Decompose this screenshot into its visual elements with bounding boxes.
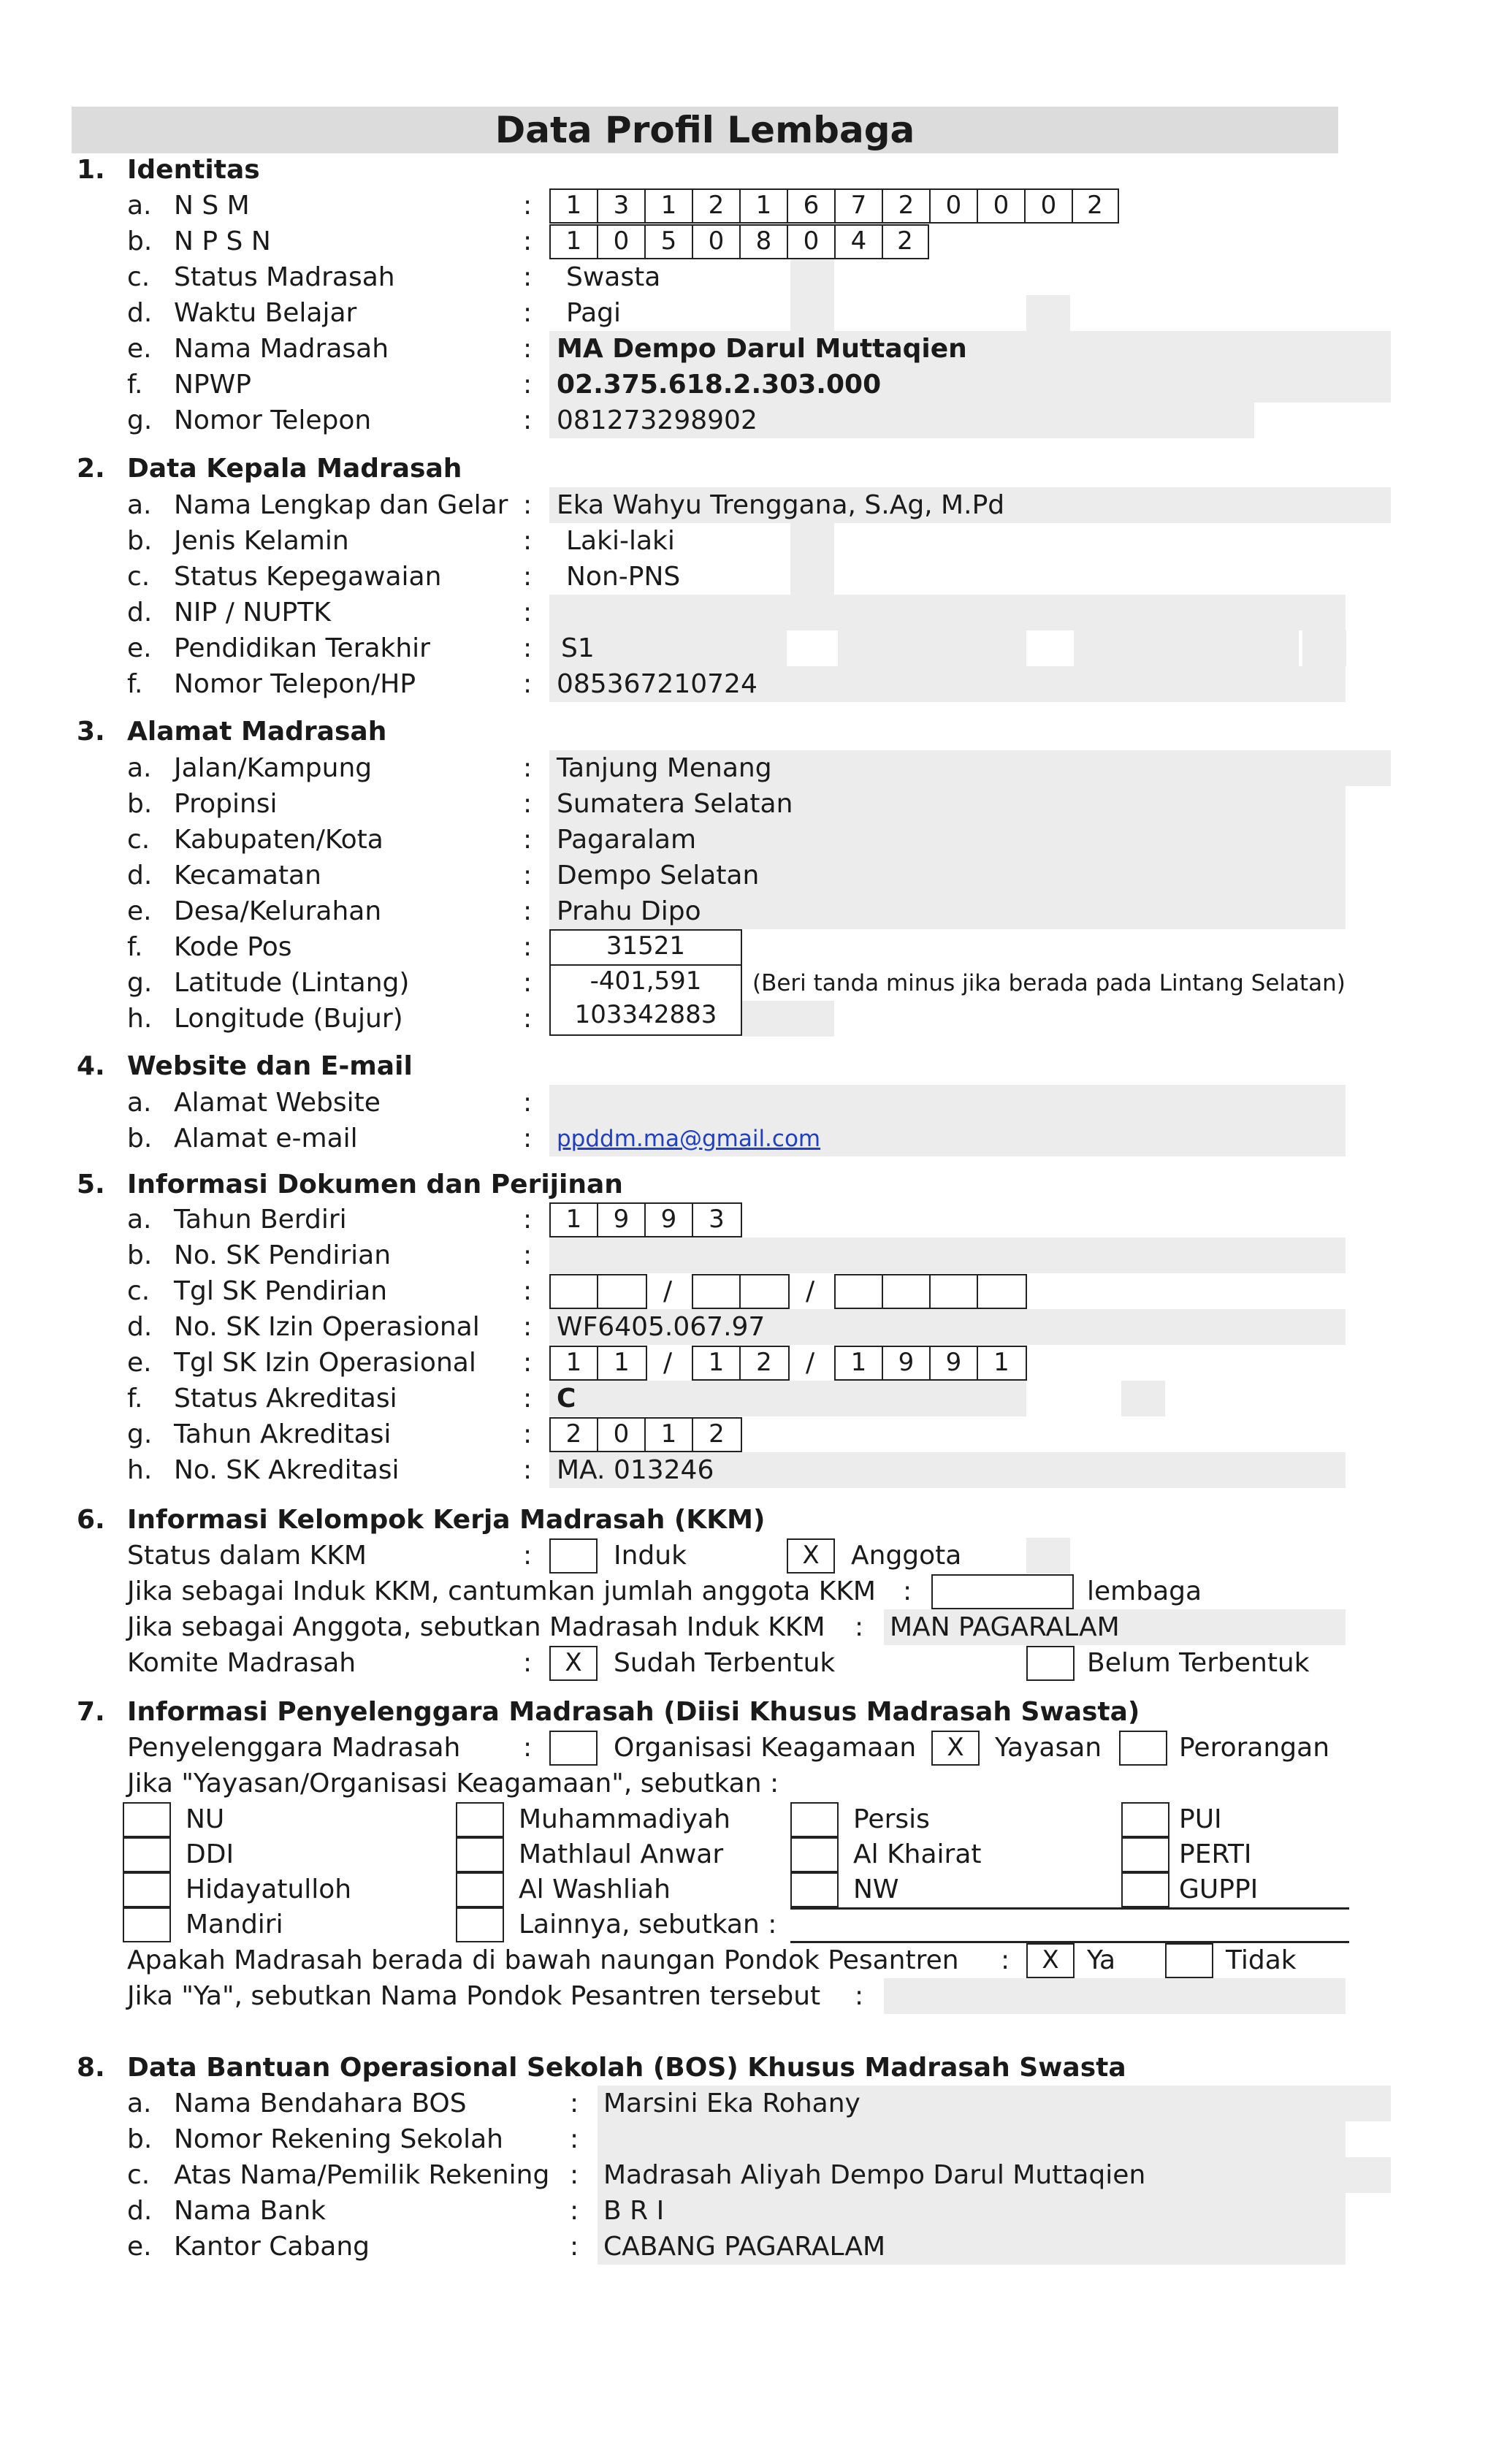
- colon: :: [523, 932, 533, 962]
- s3-letter-d: d.: [127, 861, 153, 890]
- shade: [884, 1978, 1346, 2014]
- section-3-number: 3.: [77, 717, 105, 747]
- induk-label: Induk: [614, 1541, 687, 1571]
- npsn-digit: 2: [897, 226, 913, 256]
- status-madrasah-label: Status Madrasah: [174, 262, 395, 292]
- section-7-heading: Informasi Penyelenggara Madrasah (Diisi Khusus Madrasah Swasta): [127, 1697, 1140, 1727]
- s3-letter-g: g.: [127, 968, 153, 998]
- colon: :: [570, 2232, 579, 2262]
- s5-letter-c: c.: [127, 1276, 150, 1306]
- s5-letter-g: g.: [127, 1419, 153, 1449]
- colon: :: [523, 1419, 533, 1449]
- colon: :: [523, 1733, 533, 1763]
- atas-nama-label: Atas Nama/Pemilik Rekening: [174, 2160, 550, 2190]
- propinsi-value[interactable]: Sumatera Selatan: [557, 789, 793, 819]
- s2-letter-c: c.: [127, 562, 150, 592]
- no-sk-akreditasi-value[interactable]: MA. 013246: [557, 1455, 714, 1485]
- org-ddi-label: DDI: [186, 1839, 234, 1869]
- s3-letter-h: h.: [127, 1004, 153, 1034]
- tgl-pendirian-label: Tgl SK Pendirian: [174, 1276, 388, 1306]
- org-nw-label: NW: [853, 1874, 899, 1904]
- s8-letter-b: b.: [127, 2124, 153, 2154]
- s2-letter-d: d.: [127, 598, 153, 628]
- date-digit: 1: [836, 1347, 883, 1379]
- shade: [598, 2121, 1346, 2157]
- status-kepegawaian-value[interactable]: Non-PNS: [566, 562, 681, 592]
- pondok-tidak-checkbox[interactable]: [1165, 1943, 1213, 1978]
- hp-label: Nomor Telepon/HP: [174, 669, 416, 699]
- npsn-digit-boxes[interactable]: [549, 224, 929, 259]
- tahun-akreditasi-boxes[interactable]: [549, 1417, 742, 1452]
- nsm-digit: 2: [883, 190, 931, 222]
- s3-letter-c: c.: [127, 825, 150, 855]
- sudah-terbentuk-checkbox[interactable]: X: [549, 1646, 598, 1681]
- year-digit: 1: [646, 1419, 693, 1451]
- colon: :: [523, 1384, 533, 1414]
- org-ddi-checkbox[interactable]: [123, 1837, 171, 1872]
- org-mathlaul-anwar-label: Mathlaul Anwar: [519, 1839, 724, 1869]
- org-mandiri-label: Mandiri: [186, 1910, 283, 1939]
- section-8-number: 8.: [77, 2053, 105, 2083]
- kodepos-value: 31521: [606, 931, 686, 961]
- date-digit: [741, 1275, 787, 1308]
- npsn-digit: 0: [598, 226, 646, 258]
- colon: :: [523, 1648, 533, 1678]
- section-1-heading: Identitas: [127, 155, 260, 185]
- section-5-number: 5.: [77, 1170, 105, 1199]
- organisasi-label: Organisasi Keagamaan: [614, 1733, 917, 1763]
- npsn-digit: 0: [788, 226, 836, 258]
- colon: :: [855, 1981, 864, 2011]
- section-3-heading: Alamat Madrasah: [127, 717, 387, 747]
- colon: :: [523, 598, 533, 628]
- perorangan-checkbox[interactable]: [1119, 1731, 1167, 1766]
- colon: :: [1001, 1945, 1010, 1975]
- tgl-pendirian-year-boxes[interactable]: [834, 1274, 1027, 1309]
- no-sk-izin-label: No. SK Izin Operasional: [174, 1312, 480, 1342]
- org-nw-checkbox[interactable]: [790, 1872, 839, 1907]
- colon: :: [855, 1612, 864, 1642]
- nama-madrasah-label: Nama Madrasah: [174, 334, 389, 364]
- kabupaten-label: Kabupaten/Kota: [174, 825, 383, 855]
- org-hidayatulloh-label: Hidayatulloh: [186, 1874, 352, 1904]
- yayasan-label: Yayasan: [995, 1733, 1102, 1763]
- website-label: Alamat Website: [174, 1088, 381, 1118]
- colon: :: [523, 526, 533, 556]
- email-label: Alamat e-mail: [174, 1124, 358, 1153]
- hp-value[interactable]: 085367210724: [557, 669, 757, 699]
- section-4-number: 4.: [77, 1051, 105, 1081]
- propinsi-label: Propinsi: [174, 789, 278, 819]
- date-digit: 2: [756, 1348, 772, 1377]
- section-2-heading: Data Kepala Madrasah: [127, 454, 462, 484]
- kepala-nama-label: Nama Lengkap dan Gelar: [174, 490, 508, 520]
- date-digit: [931, 1275, 978, 1308]
- npsn-digit: 8: [741, 226, 788, 258]
- jumlah-anggota-label: Jika sebagai Induk KKM, cantumkan jumlah anggota KKM: [127, 1576, 876, 1606]
- pondok-ya-checkbox[interactable]: X: [1026, 1943, 1075, 1978]
- s1-letter-e: e.: [127, 334, 152, 364]
- shade: [549, 1237, 1346, 1273]
- colon: :: [570, 2196, 579, 2226]
- pendidikan-label: Pendidikan Terakhir: [174, 633, 430, 663]
- kepala-nama-value[interactable]: Eka Wahyu Trenggana, S.Ag, M.Pd: [557, 490, 1005, 520]
- shade: [790, 259, 834, 331]
- s5-letter-h: h.: [127, 1455, 153, 1485]
- shade: [549, 1381, 1026, 1416]
- s3-letter-a: a.: [127, 753, 152, 783]
- nsm-digit: 0: [1026, 190, 1073, 222]
- npsn-digit: 0: [693, 226, 741, 258]
- tahun-berdiri-digit: 3: [709, 1205, 725, 1234]
- org-guppi-label: GUPPI: [1179, 1874, 1259, 1904]
- s3-letter-b: b.: [127, 789, 153, 819]
- org-nu-checkbox[interactable]: [123, 1802, 171, 1837]
- shade: [549, 595, 1346, 630]
- waktu-belajar-label: Waktu Belajar: [174, 298, 357, 328]
- s2-letter-a: a.: [127, 490, 152, 520]
- shade: [790, 523, 834, 595]
- kodepos-label: Kode Pos: [174, 932, 292, 962]
- tahun-berdiri-label: Tahun Berdiri: [174, 1205, 347, 1235]
- colon: :: [523, 1455, 533, 1485]
- s1-letter-g: g.: [127, 405, 153, 435]
- status-kepegawaian-label: Status Kepegawaian: [174, 562, 442, 592]
- status-kkm-label: Status dalam KKM: [127, 1541, 367, 1571]
- kabupaten-value[interactable]: Pagaralam: [557, 825, 697, 855]
- jenis-kelamin-value[interactable]: Laki-laki: [566, 526, 675, 556]
- colon: :: [570, 2124, 579, 2154]
- date-digit: 1: [693, 1347, 741, 1379]
- org-al-khairat-checkbox[interactable]: [790, 1837, 839, 1872]
- s1-letter-c: c.: [127, 262, 150, 292]
- status-madrasah-value[interactable]: Swasta: [566, 262, 661, 292]
- org-muhammadiyah-label: Muhammadiyah: [519, 1804, 730, 1834]
- date-digit: 9: [931, 1347, 978, 1379]
- date-digit: [551, 1275, 598, 1308]
- shade: [838, 630, 1026, 666]
- no-sk-pendirian-label: No. SK Pendirian: [174, 1240, 392, 1270]
- pondok-tidak-label: Tidak: [1226, 1945, 1297, 1975]
- tgl-izin-day-boxes[interactable]: [549, 1346, 647, 1381]
- longitude-box[interactable]: [549, 999, 742, 1036]
- latitude-box[interactable]: [549, 964, 742, 1001]
- s8-letter-e: e.: [127, 2232, 152, 2262]
- s1-letter-a: a.: [127, 191, 152, 221]
- no-sk-akreditasi-label: No. SK Akreditasi: [174, 1455, 400, 1485]
- waktu-belajar-value[interactable]: Pagi: [566, 298, 622, 328]
- pondok-question-label: Apakah Madrasah berada di bawah naungan Pondok Pesantren: [127, 1945, 959, 1975]
- org-lainnya-label: Lainnya, sebutkan :: [519, 1910, 777, 1939]
- nama-madrasah-value[interactable]: MA Dempo Darul Muttaqien: [557, 334, 967, 364]
- jalan-label: Jalan/Kampung: [174, 753, 373, 783]
- colon: :: [523, 1004, 533, 1034]
- jumlah-anggota-value: [933, 1576, 1072, 1608]
- sudah-terbentuk-label: Sudah Terbentuk: [614, 1648, 836, 1678]
- latitude-value: -401,591: [589, 966, 702, 996]
- latitude-label: Latitude (Lintang): [174, 968, 410, 998]
- s8-letter-a: a.: [127, 2089, 152, 2118]
- s3-letter-f: f.: [127, 932, 143, 962]
- section-6-heading: Informasi Kelompok Kerja Madrasah (KKM): [127, 1505, 766, 1535]
- tahun-berdiri-digit: 1: [551, 1204, 598, 1236]
- akreditasi-value[interactable]: C: [557, 1384, 576, 1414]
- tgl-izin-month-boxes[interactable]: [692, 1346, 790, 1381]
- nsm-digit: 3: [598, 190, 646, 222]
- year-digit: 2: [551, 1419, 598, 1451]
- s5-letter-e: e.: [127, 1348, 152, 1378]
- npsn-digit: 4: [836, 226, 883, 258]
- atas-nama-value[interactable]: Madrasah Aliyah Dempo Darul Muttaqien: [603, 2160, 1146, 2190]
- s5-letter-a: a.: [127, 1205, 152, 1235]
- date-digit: [836, 1275, 883, 1308]
- colon: :: [570, 2160, 579, 2190]
- colon: :: [523, 825, 533, 855]
- s5-letter-f: f.: [127, 1384, 143, 1414]
- colon: :: [523, 861, 533, 890]
- colon: :: [523, 262, 533, 292]
- telepon-label: Nomor Telepon: [174, 405, 372, 435]
- desa-label: Desa/Kelurahan: [174, 896, 382, 926]
- org-perti-label: PERTI: [1179, 1839, 1252, 1869]
- tahun-akreditasi-label: Tahun Akreditasi: [174, 1419, 392, 1449]
- jalan-value[interactable]: Tanjung Menang: [557, 753, 772, 783]
- tgl-pendirian-day-boxes[interactable]: [549, 1274, 647, 1309]
- cabang-label: Kantor Cabang: [174, 2232, 370, 2262]
- colon: :: [523, 370, 533, 400]
- colon: :: [570, 2089, 579, 2118]
- shade: [1121, 1381, 1165, 1416]
- org-persis-checkbox[interactable]: [790, 1802, 839, 1837]
- colon: :: [523, 405, 533, 435]
- belum-terbentuk-label: Belum Terbentuk: [1087, 1648, 1310, 1678]
- nsm-label: N S M: [174, 191, 250, 221]
- org-perti-checkbox[interactable]: [1121, 1837, 1169, 1872]
- shade: [1026, 295, 1070, 331]
- colon: :: [523, 669, 533, 699]
- date-separator: /: [806, 1276, 815, 1306]
- date-separator: /: [663, 1348, 673, 1378]
- tgl-izin-year-boxes[interactable]: [834, 1346, 1027, 1381]
- s8-letter-c: c.: [127, 2160, 150, 2190]
- bank-value[interactable]: B R I: [603, 2196, 665, 2226]
- nsm-digit: 6: [788, 190, 836, 222]
- npsn-digit: 5: [646, 226, 693, 258]
- org-lainnya-checkbox[interactable]: [456, 1907, 504, 1942]
- section-5-heading: Informasi Dokumen dan Perijinan: [127, 1170, 623, 1199]
- s8-letter-d: d.: [127, 2196, 153, 2226]
- org-muhammadiyah-checkbox[interactable]: [456, 1802, 504, 1837]
- s2-letter-b: b.: [127, 526, 153, 556]
- org-hidayatulloh-checkbox[interactable]: [123, 1872, 171, 1907]
- date-digit: [883, 1275, 931, 1308]
- akreditasi-label: Status Akreditasi: [174, 1384, 397, 1414]
- s1-letter-d: d.: [127, 298, 153, 328]
- npwp-label: NPWP: [174, 370, 251, 400]
- colon: :: [523, 1240, 533, 1270]
- nsm-digit: 2: [693, 190, 741, 222]
- induk-kkm-label: Jika sebagai Anggota, sebutkan Madrasah Induk KKM: [127, 1612, 825, 1642]
- colon: :: [523, 1348, 533, 1378]
- colon: :: [523, 896, 533, 926]
- npwp-value[interactable]: 02.375.618.2.303.000: [557, 370, 882, 400]
- colon: :: [523, 1088, 533, 1118]
- org-persis-label: Persis: [853, 1804, 930, 1834]
- tgl-pendirian-month-boxes[interactable]: [692, 1274, 790, 1309]
- perorangan-label: Perorangan: [1179, 1733, 1330, 1763]
- date-digit: [693, 1275, 741, 1308]
- section-8-heading: Data Bantuan Operasional Sekolah (BOS) Khusus Madrasah Swasta: [127, 2053, 1126, 2083]
- induk-kkm-value[interactable]: MAN PAGARALAM: [890, 1612, 1120, 1642]
- organisasi-checkbox[interactable]: [549, 1731, 598, 1766]
- lainnya-top-rule: [790, 1907, 1349, 1910]
- date-digit: 1: [551, 1347, 598, 1379]
- npsn-digit: 1: [551, 226, 598, 258]
- nsm-digit: 7: [836, 190, 883, 222]
- kecamatan-value[interactable]: Dempo Selatan: [557, 861, 760, 890]
- shade: [1074, 630, 1299, 666]
- section-7-number: 7.: [77, 1697, 105, 1727]
- nsm-digit: 1: [646, 190, 693, 222]
- date-digit: 9: [883, 1347, 931, 1379]
- year-digit: 0: [598, 1419, 646, 1451]
- longitude-label: Longitude (Bujur): [174, 1004, 403, 1034]
- pondok-ya-label: Ya: [1087, 1945, 1116, 1975]
- org-pui-checkbox[interactable]: [1121, 1802, 1169, 1837]
- rekening-label: Nomor Rekening Sekolah: [174, 2124, 503, 2154]
- date-digit: [978, 1275, 1025, 1308]
- org-al-washliah-label: Al Washliah: [519, 1874, 671, 1904]
- cabang-value[interactable]: CABANG PAGARALAM: [603, 2232, 886, 2262]
- colon: :: [523, 1276, 533, 1306]
- jenis-kelamin-label: Jenis Kelamin: [174, 526, 349, 556]
- nsm-digit: 0: [978, 190, 1026, 222]
- nama-pondok-label: Jika "Ya", sebutkan Nama Pondok Pesantren tersebut: [127, 1981, 821, 2011]
- tahun-berdiri-digit: 9: [598, 1204, 646, 1236]
- s5-letter-b: b.: [127, 1240, 153, 1270]
- colon: :: [523, 226, 533, 256]
- tahun-berdiri-digit: 9: [646, 1204, 693, 1236]
- npsn-label: N P S N: [174, 226, 271, 256]
- org-nu-label: NU: [186, 1804, 225, 1834]
- colon: :: [523, 191, 533, 221]
- anggota-label: Anggota: [851, 1541, 962, 1571]
- year-digit: 2: [709, 1419, 725, 1449]
- penyelenggara-label: Penyelenggara Madrasah: [127, 1733, 461, 1763]
- date-separator: /: [663, 1276, 673, 1306]
- jumlah-anggota-input[interactable]: [931, 1574, 1074, 1609]
- colon: :: [903, 1576, 912, 1606]
- org-al-washliah-checkbox[interactable]: [456, 1872, 504, 1907]
- date-digit: 1: [993, 1348, 1010, 1377]
- section-1-number: 1.: [77, 155, 105, 185]
- nsm-digit: 0: [931, 190, 978, 222]
- belum-terbentuk-checkbox[interactable]: [1026, 1646, 1075, 1681]
- nsm-digit: 1: [551, 190, 598, 222]
- s3-letter-e: e.: [127, 896, 152, 926]
- nip-label: NIP / NUPTK: [174, 598, 331, 628]
- colon: :: [523, 298, 533, 328]
- colon: :: [523, 490, 533, 520]
- telepon-value[interactable]: 081273298902: [557, 405, 757, 435]
- shade: [742, 1001, 834, 1037]
- bank-label: Nama Bank: [174, 2196, 326, 2226]
- colon: :: [523, 633, 533, 663]
- section-2-number: 2.: [77, 454, 105, 484]
- latitude-note: (Beri tanda minus jika berada pada Lintang Selatan): [752, 970, 1346, 996]
- colon: :: [523, 968, 533, 998]
- colon: :: [523, 562, 533, 592]
- org-guppi-checkbox[interactable]: [1121, 1872, 1169, 1907]
- kecamatan-label: Kecamatan: [174, 861, 321, 890]
- colon: :: [523, 789, 533, 819]
- section-6-number: 6.: [77, 1505, 105, 1535]
- date-digit: [598, 1275, 645, 1308]
- bendahara-value[interactable]: Marsini Eka Rohany: [603, 2089, 860, 2118]
- shade: [1026, 1538, 1070, 1574]
- colon: :: [523, 1124, 533, 1153]
- s4-letter-a: a.: [127, 1088, 152, 1118]
- s5-letter-d: d.: [127, 1312, 153, 1342]
- no-sk-izin-value[interactable]: WF6405.067.97: [557, 1312, 766, 1342]
- tahun-berdiri-boxes[interactable]: [549, 1202, 742, 1237]
- colon: :: [523, 334, 533, 364]
- s4-letter-b: b.: [127, 1124, 153, 1153]
- bendahara-label: Nama Bendahara BOS: [174, 2089, 467, 2118]
- kodepos-box[interactable]: [549, 929, 742, 966]
- tgl-izin-label: Tgl SK Izin Operasional: [174, 1348, 476, 1378]
- longitude-value: 103342883: [574, 1000, 717, 1029]
- section-4-heading: Website dan E-mail: [127, 1051, 413, 1081]
- colon: :: [523, 1312, 533, 1342]
- s2-letter-e: e.: [127, 633, 152, 663]
- email-link[interactable]: ppddm.ma@gmail.com: [557, 1126, 821, 1152]
- nsm-digit-boxes[interactable]: [549, 188, 1119, 224]
- desa-value[interactable]: Prahu Dipo: [557, 896, 701, 926]
- date-separator: /: [806, 1348, 815, 1378]
- shade: [1302, 630, 1346, 666]
- s1-letter-b: b.: [127, 226, 153, 256]
- colon: :: [523, 1205, 533, 1235]
- komite-label: Komite Madrasah: [127, 1648, 356, 1678]
- colon: :: [523, 1541, 533, 1571]
- anggota-checkbox[interactable]: X: [787, 1538, 835, 1574]
- page-title: Data Profil Lembaga: [72, 107, 1338, 153]
- yayasan-checkbox[interactable]: X: [931, 1731, 980, 1766]
- lembaga-label: lembaga: [1087, 1576, 1202, 1606]
- nsm-digit: 1: [741, 190, 788, 222]
- org-mathlaul-anwar-checkbox[interactable]: [456, 1837, 504, 1872]
- date-digit: 1: [614, 1348, 630, 1377]
- org-pui-label: PUI: [1179, 1804, 1222, 1834]
- induk-checkbox[interactable]: [549, 1538, 598, 1574]
- s2-letter-f: f.: [127, 669, 143, 699]
- org-mandiri-checkbox[interactable]: [123, 1907, 171, 1942]
- colon: :: [523, 753, 533, 783]
- org-al-khairat-label: Al Khairat: [853, 1839, 982, 1869]
- s1-letter-f: f.: [127, 370, 143, 400]
- pendidikan-value[interactable]: S1: [561, 633, 595, 663]
- nsm-digit: 2: [1087, 191, 1103, 220]
- jika-yayasan-label: Jika "Yayasan/Organisasi Keagamaan", sebutkan :: [127, 1769, 779, 1799]
